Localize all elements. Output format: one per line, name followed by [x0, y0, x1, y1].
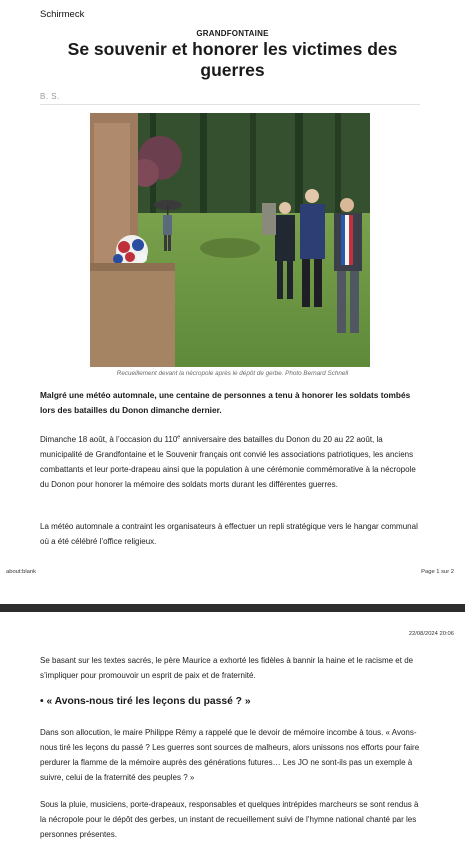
article-kicker: GRANDFONTAINE: [196, 29, 269, 38]
print-footer-url: about:blank: [6, 569, 36, 575]
photo-caption: Recueillement devant la nécropole après le dépôt de gerbe. Photo Bernard Schnell: [116, 370, 349, 377]
header-divider: [40, 104, 420, 105]
paragraph-text: anniversaire des batailles du Donon du 20 au 22 août, la municipalité de Grandfontaine et le Souvenir français ont convié les associations patriotiques, les anciens combattants et leur porte-drapeau ainsi que la population à une cérémonie commémorative à la nécropole du Donon pour honorer la mémoire des soldats morts durant les différentes guerres.: [40, 435, 416, 489]
article-headline: Se souvenir et honorer les victimes des guerres: [67, 39, 398, 80]
paragraph-text: Dimanche 18 août, à l’occasion du 110: [40, 435, 178, 444]
page-separator: [0, 590, 465, 612]
print-header-timestamp: 22/08/2024 20:06: [408, 631, 454, 637]
article-author: B. S.: [40, 92, 60, 101]
article-paragraph: Sous la pluie, musiciens, porte-drapeaux, responsables et quelques intrépides marcheurs se sont rendus à la nécropole pour le dépôt des gerbes, un instant de recueillement suivi de l’hymne national chanté par les personnes présentes.: [40, 800, 419, 839]
article-subheading: • « Avons-nous tiré les leçons du passé ? »: [40, 696, 251, 707]
pdf-page-2: [0, 612, 465, 858]
article-paragraph: Dans son allocution, le maire Philippe Rémy a rappelé que le devoir de mémoire incombe à tous. « Avons-nous tiré les leçons du passé ? Les guerres sont sources de malheurs, alors unissons nos efforts pour faire perdurer la flamme de la mémoire auprès des générations futures… Les JO ne sont-ils pas un exemple à suivre, celui de la fraternité des peuples ? »: [40, 728, 420, 782]
article-lead: Malgré une météo automnale, une centaine de personnes a tenu à honorer les soldats tombés lors des batailles du Donon dimanche dernier.: [40, 390, 411, 415]
article-paragraph: La météo automnale a contraint les organisateurs à effectuer un repli stratégique vers le hangar communal où a été célébré l’office religieux.: [40, 522, 418, 546]
article-paragraph: [40, 432, 425, 492]
section-label: Schirmeck: [40, 9, 85, 20]
ordinal-superscript: e: [177, 434, 181, 441]
article-paragraph: Se basant sur les textes sacrés, le père Maurice a exhorté les fidèles à bannir la haine et le racisme et de s’impliquer pour promouvoir un esprit de paix et de fraternité.: [40, 656, 414, 680]
article-photo: [90, 113, 370, 367]
print-footer-page-number: Page 1 sur 2: [421, 569, 454, 575]
